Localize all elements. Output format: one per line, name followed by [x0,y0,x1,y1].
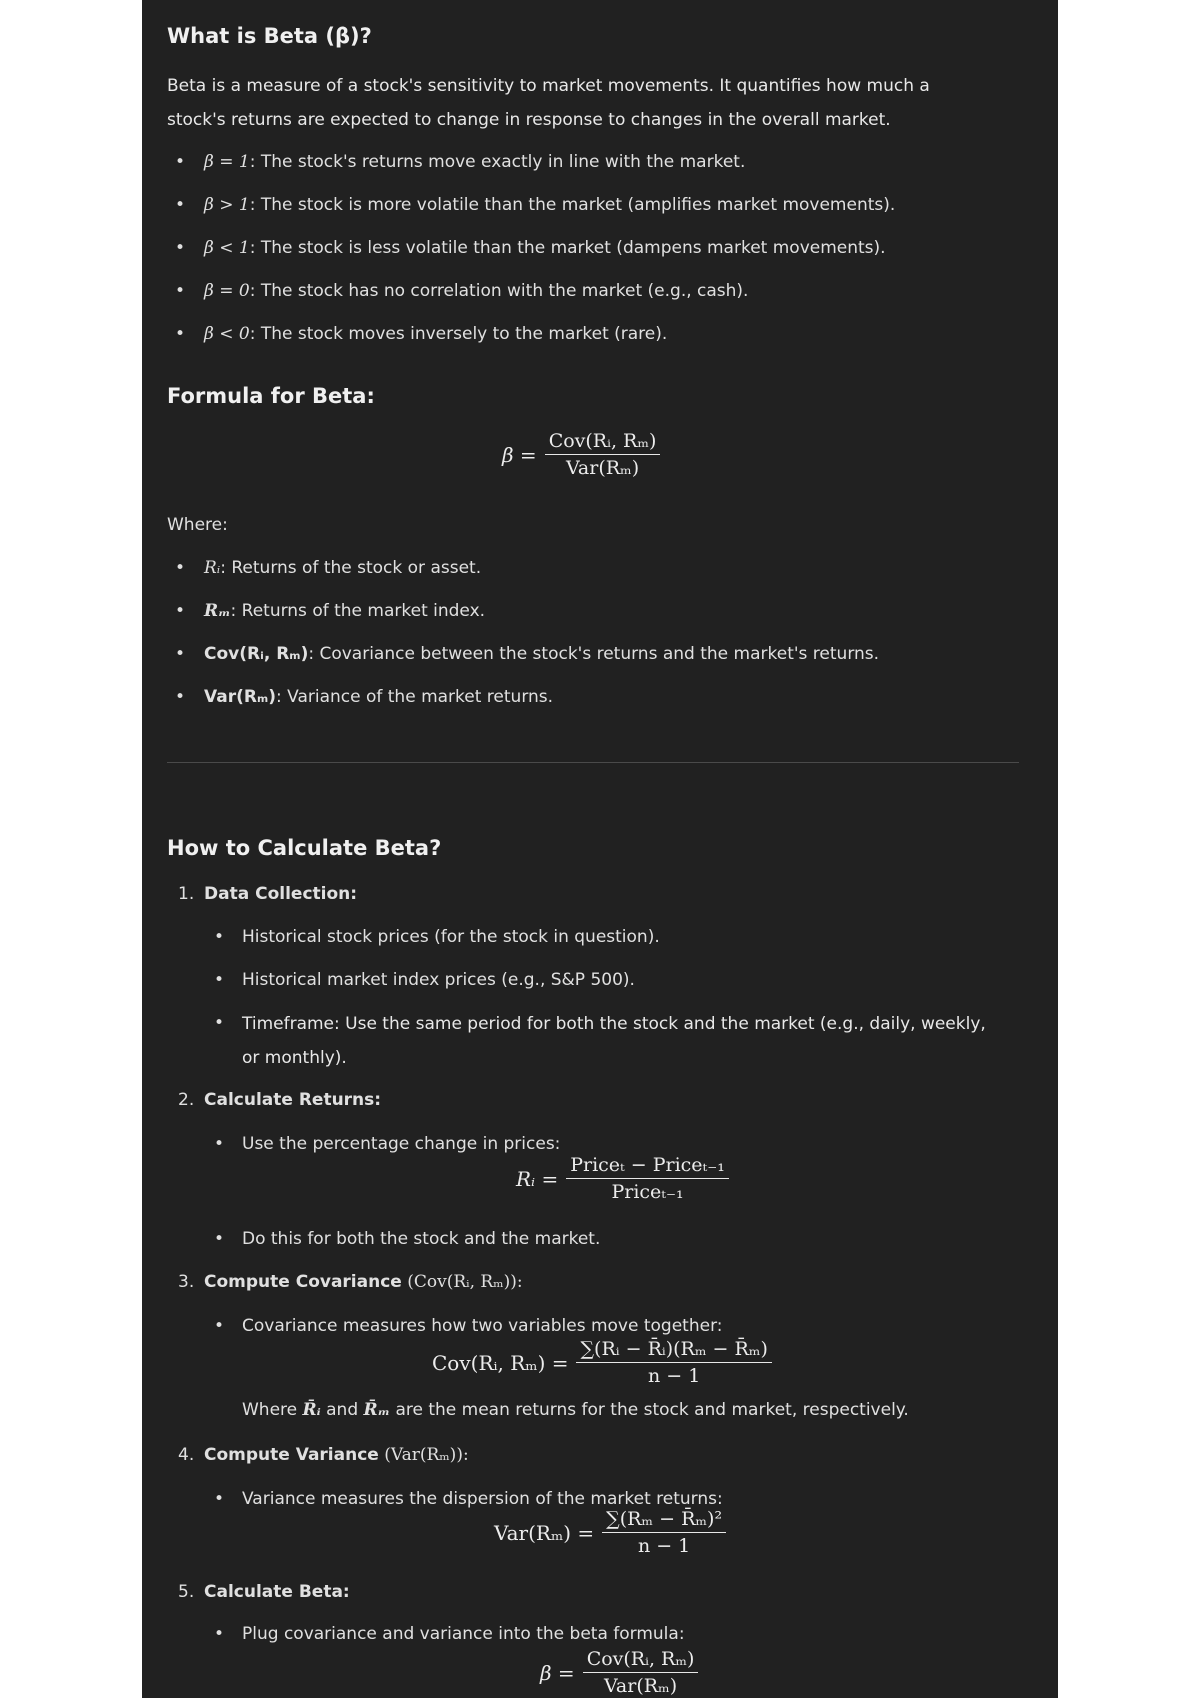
step-2-label: Calculate Returns: [204,1090,382,1110]
step-1-bullet-1: Historical stock prices (for the stock in question). [242,927,660,947]
covariance-formula: Cov(Rᵢ, Rₘ) = $\frac{\text{∑(Rᵢ − R̄ᵢ)(Rₘ − R̄ₘ)}}{n - 1}$ [432,1338,772,1387]
where-item-cov: Cov(Rᵢ, Rₘ): Covariance between the stock's returns and the market's returns. [204,644,880,664]
section-divider [167,762,1019,763]
step-5-bullet-1: Plug covariance and variance into the beta formula: [242,1624,685,1644]
step-number: 4. [178,1445,195,1465]
step-number: 3. [178,1272,195,1292]
beta-intro-paragraph: Beta is a measure of a stock's sensitivity to market movements. It quantifies how much a stock's returns are expected to change in response to changes in the overall market. [167,76,930,130]
step-1-bullet-2: Historical market index prices (e.g., S&P 500). [242,970,635,990]
chat-response-panel: What is Beta (β)? Beta is a measure of a stock's sensitivity to market movements. It quantifies how much a stock's returns are expected to change in response to changes in the overall market. • β = 1: The stock's returns move exactly in line with the market. • β > 1: The stock is more volatile than the market (amplifies market movements). • β < 1: The stock is less volatile than the market (dampens market movements). • β = 0: The stock has no correlation with the market (e.g., cash). • β < 0: The stock moves inversely to the market (rare). Formula for Beta: β = $\frac{\text{Cov(Rᵢ, Rₘ)}}{\text{Var(Rₘ)}}$ Where: • Rᵢ: Returns of the stock or asset. • Rₘ: Returns of the market index. • Cov(Rᵢ, Rₘ): Covariance between the stock's returns and the market's returns. • Var(Rₘ): Variance of the market returns. How to Calculate Beta? 1. Data Collection: • Historical stock prices (for the stock in question). • Historical market index prices (e.g., S&P 500). • Timeframe: Use the same period for both the stock and the market (e.g., daily, weekly, or monthly). 2. Calculate Returns: • Use the percentage change in prices: Rᵢ = $\frac{\text{Priceₜ − Priceₜ₋₁}}{\text{Priceₜ₋₁}}$ • Do this for both the stock and the market. 3. Compute Covariance (Cov(Rᵢ, Rₘ)): • Covariance measures how two variables move together: Cov(Rᵢ, Rₘ) = $\frac{\text{∑(Rᵢ − R̄ᵢ)(Rₘ − R̄ₘ)}}{n - 1}$ Where R̄ᵢ and R̄ₘ are the mean returns for the stock and market, respectively. 4. Compute Variance (Var(Rₘ)): • Variance measures the dispersion of the market returns: Var(Rₘ) = $\frac{\text{∑(Rₘ − R̄ₘ)²}}{n - 1}$ 5. Calculate Beta: • Plug covariance and variance into the beta formula: β = $\frac{\text{Cov(Rᵢ, Rₘ)}}{\text{Var(Rₘ)}}$ [142,0,1058,1698]
beta-bullet-1: β = 1: The stock's returns move exactly in line with the market. [204,152,746,172]
beta-bullet-4: β = 0: The stock has no correlation with the market (e.g., cash). [204,281,749,301]
step-number: 5. [178,1582,195,1602]
step-number: 1. [178,884,195,904]
where-label: Where: [167,515,228,535]
step-2-bullet-2: Do this for both the stock and the market. [242,1229,601,1249]
beta-formula-final: β = $\frac{\text{Cov(Rᵢ, Rₘ)}}{\text{Var(Rₘ)}}$ [540,1648,698,1697]
step-3-bullet-1: Covariance measures how two variables move together: [242,1316,723,1336]
beta-bullet-5: β < 0: The stock moves inversely to the market (rare). [204,324,668,344]
step-3-label: Compute Covariance (Cov(Rᵢ, Rₘ)): [204,1272,523,1292]
section-title-what-is-beta: What is Beta (β)? [167,24,372,48]
beta-bullet-3: β < 1: The stock is less volatile than the market (dampens market movements). [204,238,886,258]
step-4-label: Compute Variance (Var(Rₘ)): [204,1445,469,1465]
step-4-bullet-1: Variance measures the dispersion of the market returns: [242,1489,723,1509]
returns-formula: Rᵢ = $\frac{\text{Priceₜ − Priceₜ₋₁}}{\text{Priceₜ₋₁}}$ [516,1154,729,1203]
beta-bullet-2: β > 1: The stock is more volatile than the market (amplifies market movements). [204,195,896,215]
step-number: 2. [178,1090,195,1110]
beta-formula: β = $\frac{\text{Cov(Rᵢ, Rₘ)}}{\text{Var(Rₘ)}}$ [502,430,660,479]
formula-heading: Formula for Beta: [167,384,375,408]
where-item-var: Var(Rₘ): Variance of the market returns. [204,687,554,707]
step-5-label: Calculate Beta: [204,1582,350,1602]
where-item-rm: Rₘ: Returns of the market index. [204,601,486,621]
where-item-ri: Rᵢ: Returns of the stock or asset. [204,558,482,578]
step-1-label: Data Collection: [204,884,358,904]
variance-formula: Var(Rₘ) = $\frac{\text{∑(Rₘ − R̄ₘ)²}}{n - 1}$ [494,1508,726,1557]
section-title-how-to-calculate: How to Calculate Beta? [167,836,442,860]
step-2-bullet-1: Use the percentage change in prices: [242,1134,561,1154]
step-3-note: Where R̄ᵢ and R̄ₘ are the mean returns for the stock and market, respectively. [242,1400,909,1420]
step-1-bullet-3: Timeframe: Use the same period for both the stock and the market (e.g., daily, weekly, or monthly). [242,1014,986,1068]
